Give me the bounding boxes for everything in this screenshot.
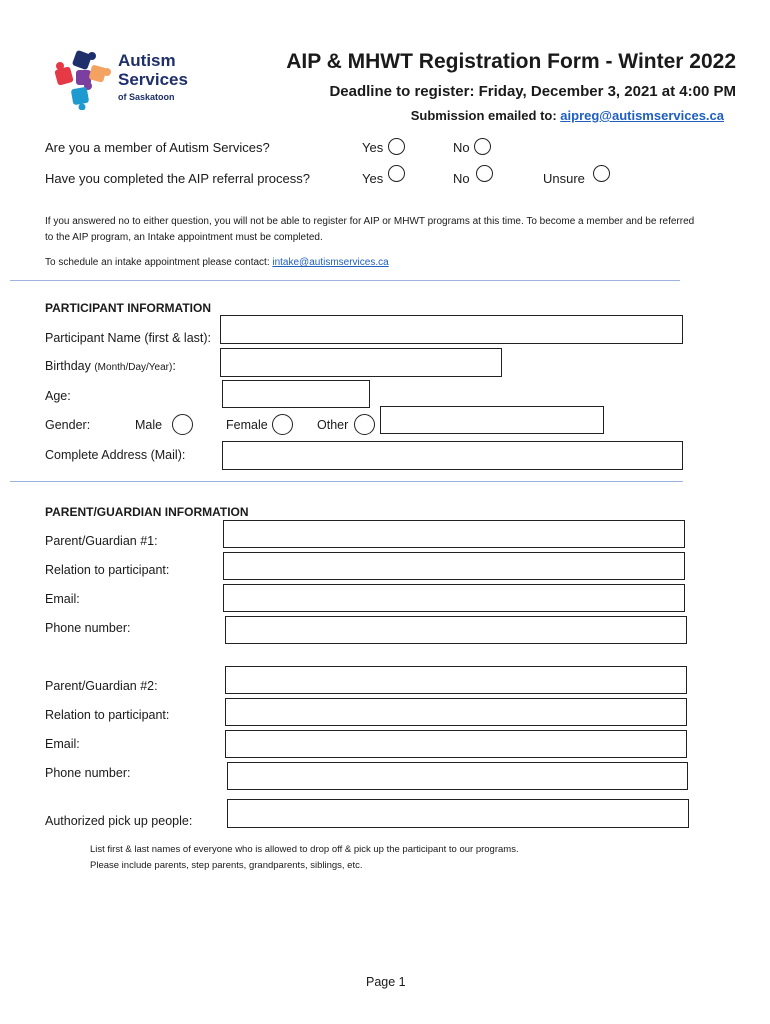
guardian2-phone-label: Phone number: [45,766,131,780]
intake-contact-label: To schedule an intake appointment please contact: [45,257,273,268]
participant-name-label: Participant Name (first & last): [45,331,212,345]
guardian1-relation-input[interactable] [223,552,685,580]
puzzle-logo-icon [52,50,114,110]
birthday-format: (Month/Day/Year) [94,362,173,373]
guardian1-email-label: Email: [45,592,80,606]
guardian1-email-input[interactable] [223,584,685,612]
pickup-note-line2: Please include parents, step parents, grandparents, siblings, etc. [90,860,363,871]
intake-contact-line [45,255,389,271]
logo [52,50,202,110]
address-input[interactable] [222,441,683,470]
guardian-heading: PARENT/GUARDIAN INFORMATION [45,505,249,519]
guardian2-email-label: Email: [45,737,80,751]
guardian1-phone-input[interactable] [225,616,687,644]
gender-other-input[interactable] [380,406,604,434]
referral-unsure-label: Unsure [543,171,585,186]
gender-female-label: Female [226,418,268,432]
address-label: Complete Address (Mail): [45,448,186,462]
gender-other-radio[interactable] [354,414,375,435]
age-input[interactable] [222,380,370,408]
notice-text: If you answered no to either question, you will not be able to register for AIP or MHWT programs at this time. To become a member and be referred to the AIP program, an Intake appointment must be completed. [45,216,695,243]
page-number: Page 1 [366,975,406,989]
logo-name-line2: Services [118,70,188,89]
member-yes-label: Yes [362,140,384,155]
deadline-text: Deadline to register: Friday, December 3, 2021 at 4:00 PM [329,83,736,100]
birthday-input[interactable] [220,348,502,377]
guardian1-input[interactable] [223,520,685,548]
participant-heading: PARTICIPANT INFORMATION [45,301,211,315]
member-no-label: No [453,140,470,155]
referral-yes-radio[interactable] [388,165,405,182]
puzzle-piece-navy [72,50,93,70]
birthday-colon: : [172,359,176,373]
referral-no-label: No [453,171,470,186]
guardian2-label: Parent/Guardian #2: [45,679,158,693]
participant-name-input[interactable] [220,315,683,344]
page-title: AIP & MHWT Registration Form - Winter 2022 [286,50,736,73]
gender-female-radio[interactable] [272,414,293,435]
puzzle-piece-blue [71,87,90,106]
section-divider-2 [10,481,683,482]
gender-male-radio[interactable] [172,414,193,435]
submission-line [411,108,724,123]
referral-no-radio[interactable] [476,165,493,182]
submission-label: Submission emailed to: [410,108,561,123]
intake-email-link[interactable]: intake@autismservices.ca [272,257,389,268]
guardian2-email-input[interactable] [225,730,687,758]
guardian1-label: Parent/Guardian #1: [45,534,158,548]
referral-unsure-radio[interactable] [593,165,610,182]
guardian1-phone-label: Phone number: [45,621,131,635]
pickup-label: Authorized pick up people: [45,814,193,828]
pickup-input[interactable] [227,799,689,828]
guardian1-relation-label: Relation to participant: [45,563,170,577]
birthday-label: Birthday [45,359,91,373]
pickup-note-line1: List first & last names of everyone who is allowed to drop off & pick up the participant to our programs. [90,844,519,855]
gender-other-label: Other [317,418,349,432]
member-question: Are you a member of Autism Services? [45,140,270,155]
guardian2-relation-label: Relation to participant: [45,708,170,722]
puzzle-piece-red [54,66,74,86]
birthday-label-line [45,359,176,373]
age-label: Age: [45,389,71,403]
referral-question: Have you completed the AIP referral process? [45,171,310,186]
guardian2-relation-input[interactable] [225,698,687,726]
member-no-radio[interactable] [474,138,491,155]
guardian2-input[interactable] [225,666,687,694]
referral-yes-label: Yes [362,171,384,186]
gender-male-label: Male [135,418,163,432]
logo-name-line1: Autism [118,51,176,70]
member-yes-radio[interactable] [388,138,405,155]
guardian2-phone-input[interactable] [227,762,688,790]
submission-email-link[interactable]: aipreg@autismservices.ca [560,108,724,123]
logo-name-line3: of Saskatoon [118,92,175,102]
section-divider [10,280,680,281]
gender-label: Gender: [45,418,91,432]
